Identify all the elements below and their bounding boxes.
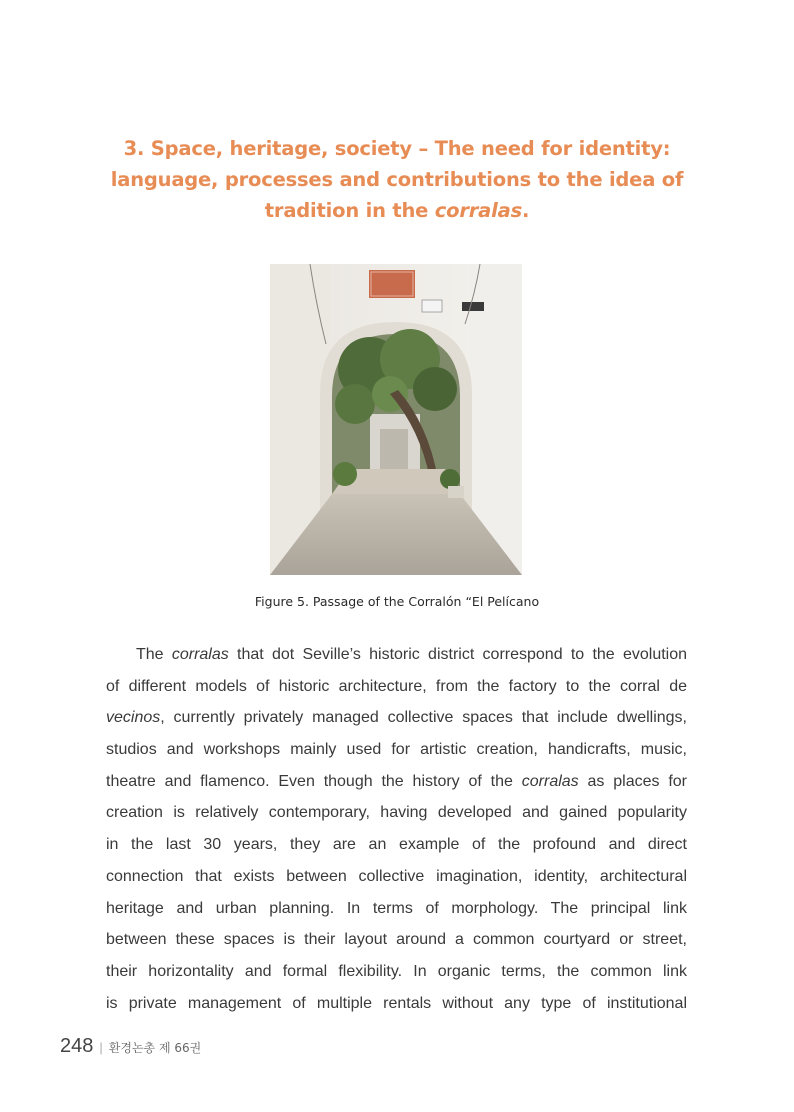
body-line: theatre and flamenco. Even though the history of the corralas as places for	[106, 772, 687, 790]
body-line: their horizontality and formal flexibility. In organic terms, the common link	[106, 962, 687, 980]
page-number: 248	[60, 1035, 94, 1057]
body-line: connection that exists between collective imagination, identity, architectural	[106, 867, 687, 885]
body-line: studios and workshops mainly used for artistic creation, handicrafts, music,	[106, 741, 687, 759]
body-line: creation is relatively contemporary, having developed and gained popularity	[106, 804, 687, 822]
body-line: of different models of historic architecture, from the factory to the corral de	[106, 677, 687, 695]
figure-caption: Figure 5. Passage of the Corralón “El Pelícano	[254, 594, 540, 609]
body-line: between these spaces is their layout around a common courtyard or street,	[106, 931, 687, 949]
body-line: heritage and urban planning. In terms of morphology. The principal link	[106, 899, 687, 917]
body-paragraph	[106, 639, 687, 1019]
figure-photo-corralon	[270, 264, 522, 575]
footer-separator: |	[99, 1040, 103, 1055]
heading-line-3: tradition in the corralas.	[264, 199, 530, 222]
section-heading	[100, 133, 694, 226]
heading-line-2: language, processes and contributions to the idea of	[110, 168, 684, 191]
body-line: is private management of multiple rentals without any type of institutional	[106, 994, 687, 1012]
page-footer	[60, 1035, 201, 1058]
journal-title: 환경논총 제 66권	[108, 1041, 202, 1055]
heading-line-1: 3. Space, heritage, society – The need for identity:	[123, 137, 671, 160]
body-line: vecinos, currently privately managed collective spaces that include dwellings,	[106, 709, 687, 727]
body-line: The corralas that dot Seville’s historic district correspond to the evolution	[136, 646, 688, 663]
body-line: in the last 30 years, they are an example of the profound and direct	[106, 836, 687, 854]
